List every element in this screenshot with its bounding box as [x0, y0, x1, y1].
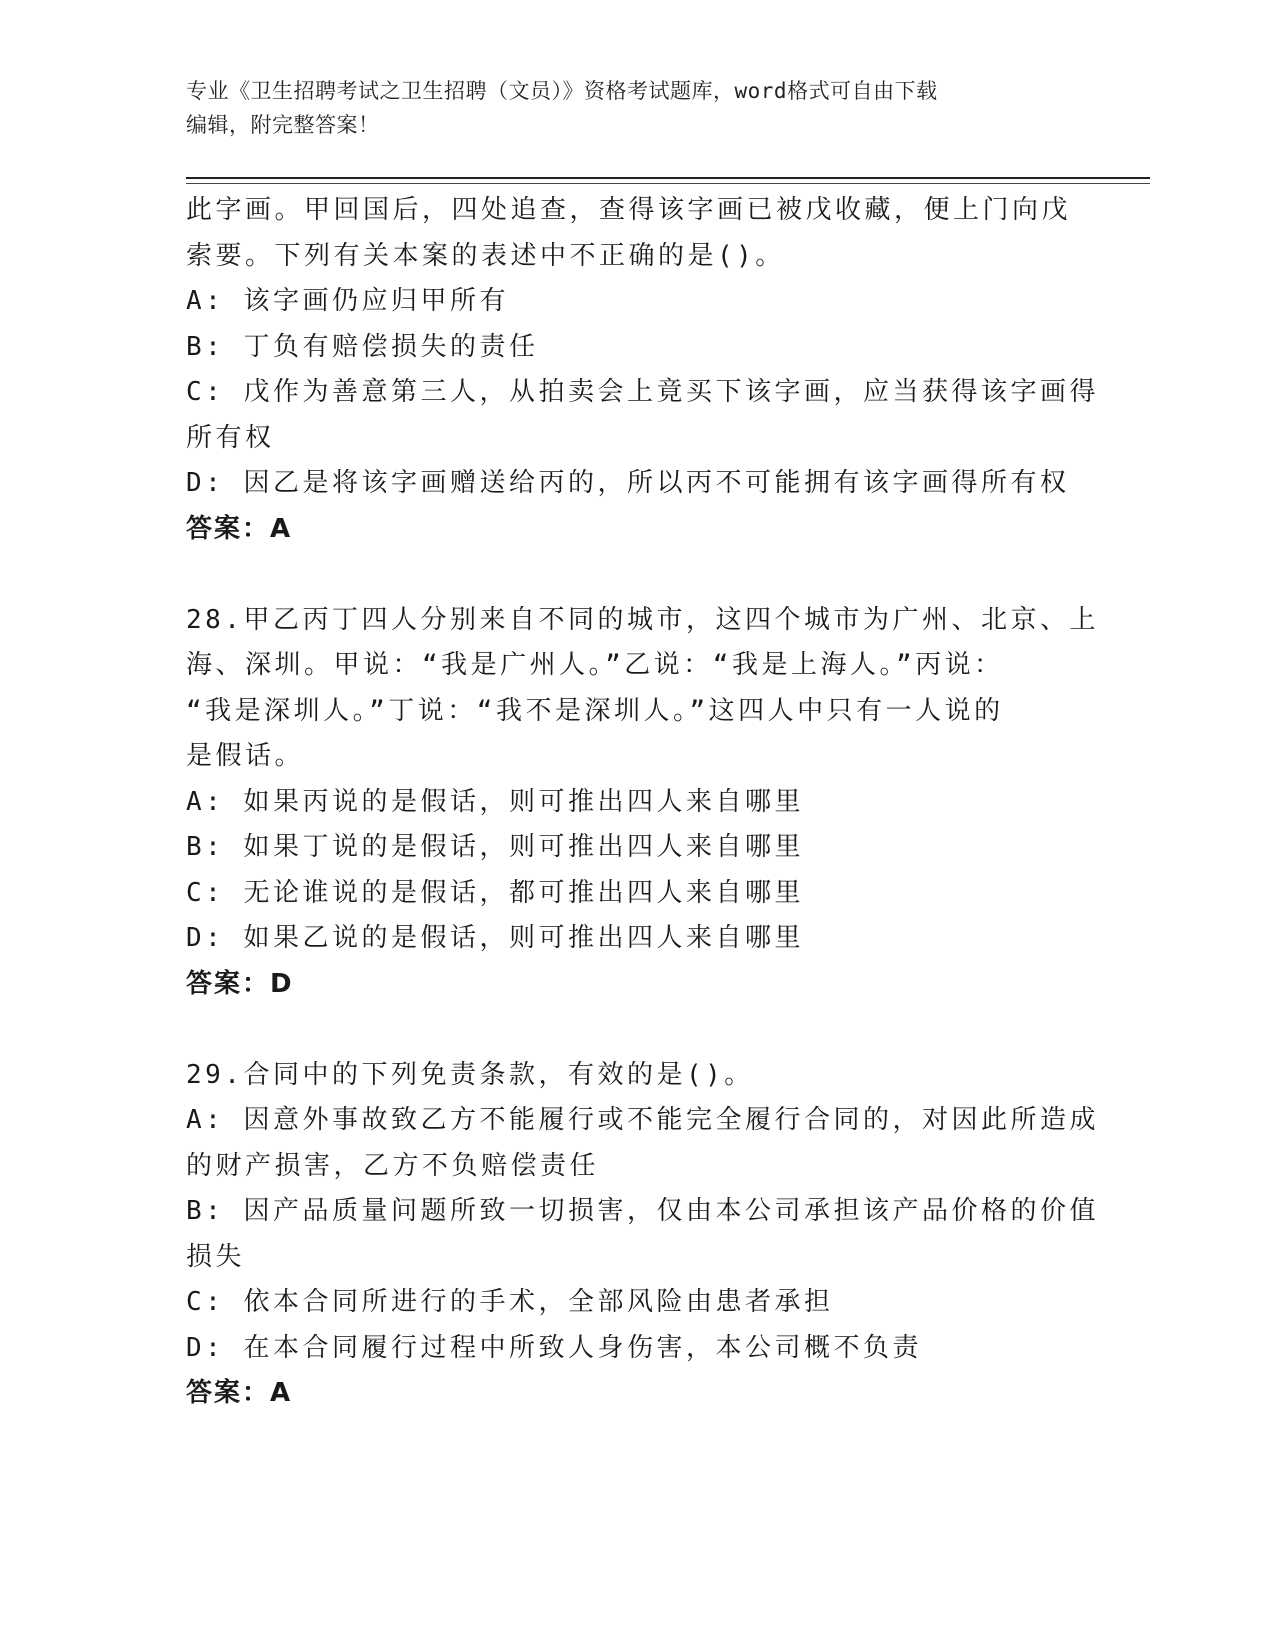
question-29-option-c: C: 依本合同所进行的手术，全部风险由患者承担 [186, 1287, 834, 1317]
question-28-stem-line-1: 28.甲乙丙丁四人分别来自不同的城市，这四个城市为广州、北京、上 [186, 604, 1099, 635]
question-27-option-d: D: 因乙是将该字画赠送给丙的，所以丙不可能拥有该字画得所有权 [186, 468, 1070, 498]
spacer [186, 1007, 1086, 1053]
question-27 [186, 188, 1099, 552]
question-27-stem-line-2: 索要。下列有关本案的表述中不正确的是()。 [186, 240, 785, 271]
question-28-option-c: C: 无论谁说的是假话，都可推出四人来自哪里 [186, 877, 804, 908]
question-28-option-b: B: 如果丁说的是假话，则可推出四人来自哪里 [186, 832, 804, 862]
page-header [186, 74, 1086, 142]
question-29-option-b-line-1: B: 因产品质量问题所致一切损害，仅由本公司承担该产品价格的价值 [186, 1196, 1099, 1226]
document-body [186, 188, 1099, 1417]
question-29-option-a-line-1: A: 因意外事故致乙方不能履行或不能完全履行合同的，对因此所造成 [186, 1105, 1099, 1135]
header-line-1: 专业《卫生招聘考试之卫生招聘（文员）》资格考试题库，word格式可自由下载 [186, 79, 938, 103]
header-divider-thin [186, 183, 1150, 184]
spacer [186, 552, 1086, 598]
question-28 [186, 598, 1099, 1008]
header-divider-thick [186, 177, 1150, 179]
question-29 [186, 1053, 1099, 1417]
question-27-answer: 答案：A [186, 513, 293, 544]
question-28-stem-line-4: 是假话。 [186, 741, 305, 771]
question-29-option-b-line-2: 损失 [186, 1241, 246, 1272]
question-29-option-a-line-2: 的财产损害，乙方不负赔偿责任 [186, 1150, 600, 1181]
question-27-option-b: B: 丁负有赔偿损失的责任 [186, 331, 539, 362]
question-27-option-a: A: 该字画仍应归甲所有 [186, 286, 509, 316]
question-29-option-d: D: 在本合同履行过程中所致人身伤害，本公司概不负责 [186, 1332, 922, 1363]
question-28-option-d: D: 如果乙说的是假话，则可推出四人来自哪里 [186, 923, 804, 953]
question-27-option-c-line-1: C: 戊作为善意第三人，从拍卖会上竟买下该字画，应当获得该字画得 [186, 377, 1099, 407]
question-29-answer: 答案：A [186, 1378, 293, 1408]
question-27-stem-line-1: 此字画。甲回国后，四处追查，查得该字画已被戊收藏，便上门向戊 [186, 195, 1072, 225]
question-27-option-c-line-2: 所有权 [186, 422, 275, 453]
question-29-stem-line-1: 29.合同中的下列免责条款，有效的是()。 [186, 1059, 754, 1090]
question-28-stem-line-2: 海、深圳。甲说：“我是广州人。”乙说：“我是上海人。”丙说： [186, 650, 1004, 680]
question-28-stem-line-3: “我是深圳人。”丁说：“我不是深圳人。”这四人中只有一人说的 [186, 695, 1004, 726]
question-28-answer: 答案：D [186, 968, 294, 999]
question-28-option-a: A: 如果丙说的是假话，则可推出四人来自哪里 [186, 786, 804, 817]
header-line-2: 编辑，附完整答案！ [186, 113, 380, 137]
